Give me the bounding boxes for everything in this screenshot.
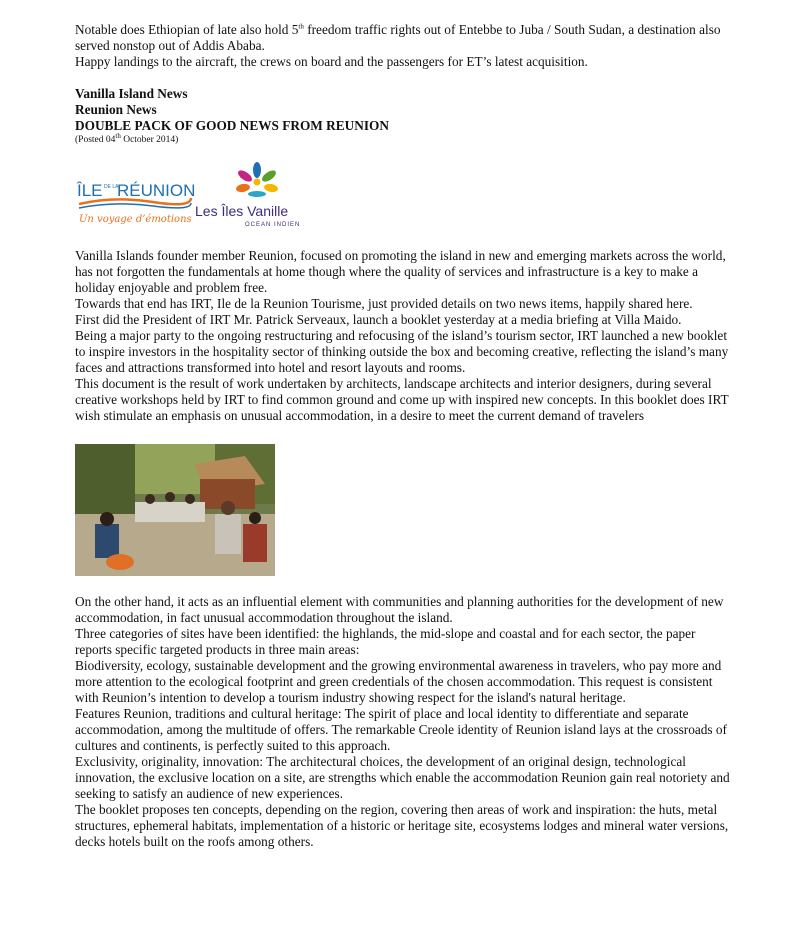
article-title: DOUBLE PACK OF GOOD NEWS FROM REUNION: [75, 118, 389, 133]
article: [75, 22, 735, 850]
iles-vanille-logo: [193, 160, 318, 230]
svg-text:ÎLE: ÎLE: [77, 181, 103, 200]
logos: [75, 160, 735, 230]
media-briefing-photo: [75, 444, 275, 576]
svg-text:OCEAN INDIEN: OCEAN INDIEN: [245, 222, 301, 228]
body-paragraph: Vanilla Islands founder member Reunion, focused on promoting the island in new and emerging markets across the world, has not forgotten the fundamentals at home though where the quality of services and infrastructure is a key to make a holiday enjoyable and problem free.: [75, 248, 726, 295]
body-paragraph: Biodiversity, ecology, sustainable development and the growing environmental awareness in travelers, who pay more and more attention to the ecological footprint and green credentials of the chosen accommodation. This request is consistent with Reunion’s intention to develop a tourism industry showing respect for the island's natural heritage.: [75, 658, 722, 705]
flower-icon: [235, 162, 278, 197]
body-paragraph: This document is the result of work undertaken by architects, landscape architects and interior designers, during several creative workshops held by IRT to find common ground and come up with inspired new concepts. In this booklet does IRT wish stimulate an emphasis on unusual accommodation, in a desire to meet the current demand of travelers: [75, 376, 729, 423]
svg-text:RÉUNION: RÉUNION: [117, 181, 195, 200]
body-paragraph: Being a major party to the ongoing restructuring and refocusing of the island’s tourism sector, IRT launched a new booklet to inspire investors in the hospitality sector of thinking outside the box and becoming creative, reflecting the island’s many faces and attractions transformed into hotel and resort layouts and rooms.: [75, 328, 729, 375]
svg-text:Les Îles Vanille: Les Îles Vanille: [195, 203, 289, 219]
svg-text:DE LA: DE LA: [104, 184, 119, 190]
heading-block: [75, 86, 735, 134]
body-paragraphs-1: [75, 248, 735, 424]
svg-text:Un voyage d’émotions: Un voyage d’émotions: [79, 214, 192, 225]
body-paragraph: First did the President of IRT Mr. Patrick Serveaux, launch a booklet yesterday at a media briefing at Villa Maido.: [75, 312, 682, 327]
body-paragraph: Three categories of sites have been identified: the highlands, the mid-slope and coastal and for each sector, the paper reports specific targeted products in three main areas:: [75, 626, 696, 657]
body-paragraphs-2: [75, 594, 735, 850]
body-paragraph: The booklet proposes ten concepts, depending on the region, covering then areas of work and inspiration: the huts, metal structures, ephemeral habitats, implementation of a historic or heritage site, ecosystems lodges and mineral water versions, decks hotels built on the roofs among others.: [75, 802, 729, 849]
intro-closing: Happy landings to the aircraft, the crews on board and the passengers for ET’s latest acquisition.: [75, 54, 588, 69]
subsection-title: Reunion News: [75, 102, 157, 117]
body-paragraph: On the other hand, it acts as an influential element with communities and planning authorities for the development of new accommodation, in fact unusual accommodation throughout the island.: [75, 594, 724, 625]
posted-date: (Posted 04th October 2014): [75, 131, 179, 145]
body-paragraph: Exclusivity, originality, innovation: The architectural choices, the development of an original design, technological innovation, the exclusive location on a site, are strengths which enable the accommodation Reunion gain real notoriety and seeking to satisfy an audience of new experiences.: [75, 754, 730, 801]
section-title: Vanilla Island News: [75, 86, 188, 101]
intro-paragraph: Notable does Ethiopian of late also hold 5th freedom traffic rights out of Entebbe to Juba / South Sudan, a destination also served nonstop out of Addis Ababa.: [75, 22, 721, 53]
body-paragraph: Features Reunion, traditions and cultural heritage: The spirit of place and local identity to differentiate and separate accommodation, among the multitude of offers. The remarkable Creole identity of Reunion island lays at the crossroads of cultures and continents, is perfectly suited to this approach.: [75, 706, 727, 753]
body-paragraph: Towards that end has IRT, Ile de la Reunion Tourisme, just provided details on two news items, happily shared here.: [75, 296, 693, 311]
reunion-logo: [75, 168, 195, 228]
